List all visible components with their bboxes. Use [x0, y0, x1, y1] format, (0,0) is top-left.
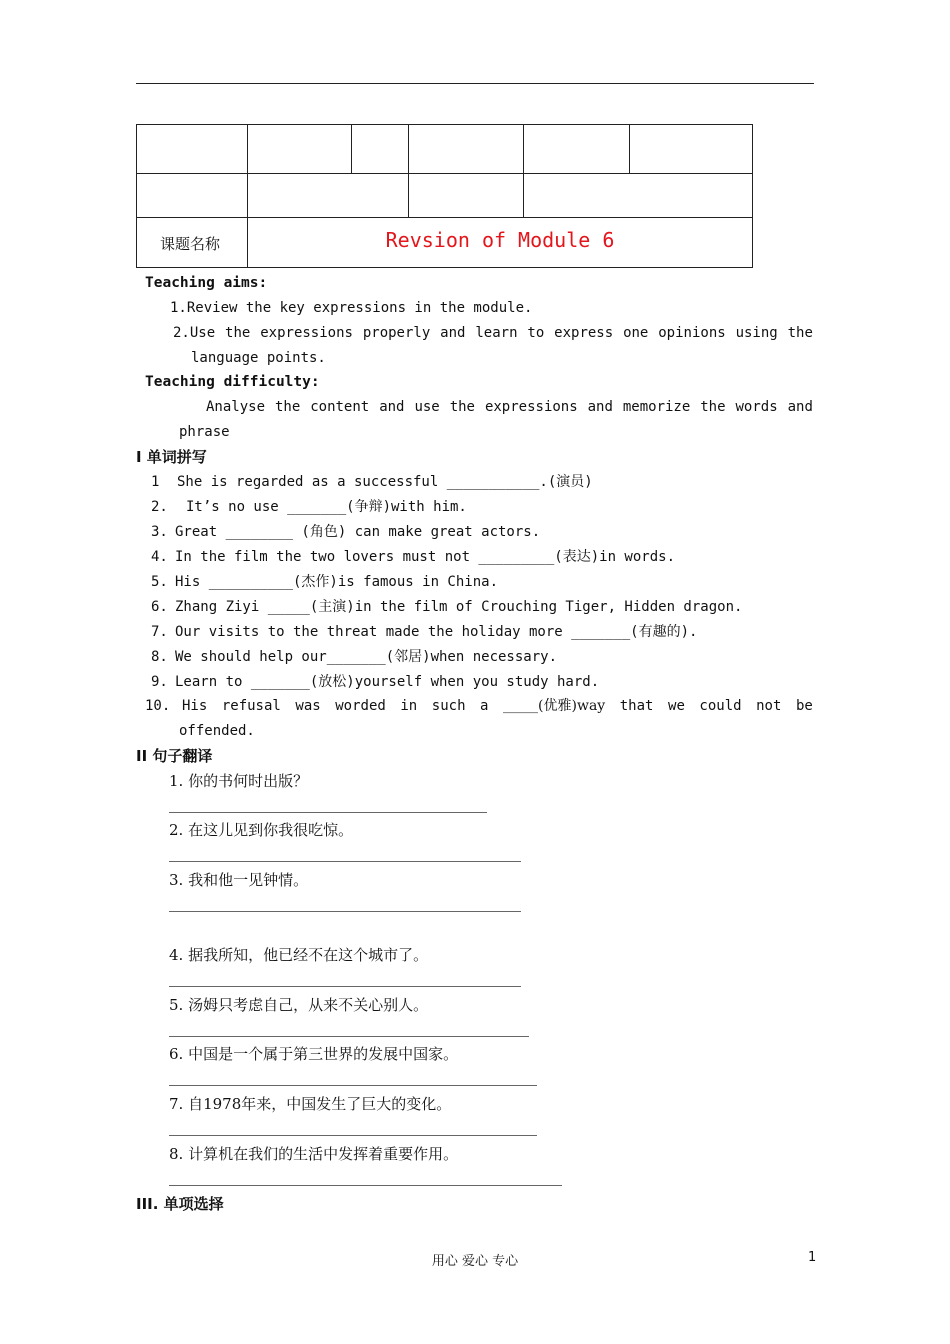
word: the [787, 325, 813, 341]
word: content [310, 399, 370, 415]
spelling-item-10-cont: offended. [179, 723, 255, 739]
spelling-item-num: 10. [145, 698, 171, 714]
answer-line [169, 812, 487, 813]
answer-line [169, 986, 521, 987]
spelling-item: Zhang Ziyi _____(主演)in the film of Crouching Tiger, Hidden dragon. [175, 599, 743, 615]
word: expressions [260, 325, 353, 341]
word: words [735, 399, 778, 415]
translation-item: 8. 计算机在我们的生活中发挥着重要作用。 [169, 1145, 459, 1163]
translation-item: 2. 在这儿见到你我很吃惊。 [169, 821, 354, 839]
word: be [795, 698, 813, 714]
spelling-item: It’s no use _______(争辩)with him. [186, 499, 467, 515]
word: opinions [658, 325, 726, 341]
footer-text: 用心 爱心 专心 [431, 1254, 519, 1269]
section-3-heading: III. 单项选择 [136, 1195, 224, 1213]
difficulty-text-cont: phrase [179, 424, 230, 440]
spelling-item-num: 3. [151, 524, 168, 540]
spelling-item: Learn to _______(放松)yourself when you study hard. [175, 674, 600, 690]
word: using [735, 325, 778, 341]
translation-item: 4. 据我所知，他已经不在这个城市了。 [169, 946, 429, 964]
word: His [182, 698, 208, 714]
word: _____(优雅)way [503, 698, 606, 714]
word: one [623, 325, 649, 341]
translation-item: 7. 自1978年来，中国发生了巨大的变化。 [169, 1095, 452, 1113]
spelling-item-num: 7. [151, 624, 168, 640]
word: properly [362, 325, 431, 341]
section-2-heading: II 句子翻译 [136, 747, 213, 765]
word: to [527, 325, 545, 341]
answer-line [169, 861, 521, 862]
word: 2.Use [173, 325, 216, 341]
difficulty-text [206, 397, 813, 417]
section-1-heading: I 单词拼写 [136, 448, 207, 466]
word: learn [475, 325, 518, 341]
word: the [700, 399, 726, 415]
word: worded [335, 698, 386, 714]
spelling-item: Great ________ (角色) can make great actors. [175, 524, 541, 540]
word: that [619, 698, 654, 714]
lesson-title: Revsion of Module 6 [385, 228, 615, 252]
spelling-item: She is regarded as a successful ___________.(演员) [177, 474, 593, 490]
aims-heading: Teaching aims: [145, 275, 268, 291]
word: the [274, 399, 301, 415]
header-rule [136, 83, 814, 84]
spelling-item-num: 2. [151, 499, 168, 515]
word: the [449, 399, 475, 415]
answer-line [169, 1036, 529, 1037]
answer-line [169, 1185, 562, 1186]
spelling-item-num: 6. [151, 599, 168, 615]
word: use [414, 399, 440, 415]
word: in [400, 698, 418, 714]
topic-label: 课题名称 [160, 235, 221, 253]
page-number: 1 [808, 1250, 817, 1265]
translation-item: 6. 中国是一个属于第三世界的发展中国家。 [169, 1045, 459, 1063]
translation-item: 3. 我和他一见钟情。 [169, 871, 309, 889]
aims-item-1: 1.Review the key expressions in the module. [170, 300, 533, 316]
word: such [431, 698, 466, 714]
spelling-item: We should help our_______(邻居)when necessary. [175, 649, 558, 665]
word: was [295, 698, 321, 714]
aims-item-2-cont: language points. [191, 350, 326, 366]
word: memorize [622, 399, 691, 415]
word: and [787, 399, 813, 415]
word: could [699, 698, 742, 714]
word: a [480, 698, 489, 714]
word: Analyse [206, 399, 266, 415]
word: and [379, 399, 405, 415]
word: and [440, 325, 466, 341]
answer-line [169, 1085, 537, 1086]
spelling-item-num: 1 [151, 474, 160, 490]
spelling-item: His __________(杰作)is famous in China. [175, 574, 499, 590]
spelling-item-10 [182, 696, 813, 716]
spelling-item-num: 8. [151, 649, 168, 665]
word: we [668, 698, 685, 714]
word: the [225, 325, 251, 341]
word: not [756, 698, 782, 714]
translation-item: 5. 汤姆只考虑自己，从来不关心别人。 [169, 996, 429, 1014]
spelling-item: Our visits to the threat made the holiday more _______(有趣的). [175, 624, 698, 640]
difficulty-heading: Teaching difficulty: [145, 374, 320, 390]
spelling-item: In the film the two lovers must not _________(表达)in words. [175, 549, 676, 565]
word: expressions [484, 399, 578, 415]
aims-item-2 [173, 323, 813, 343]
answer-line [169, 1135, 537, 1136]
spelling-item-num: 5. [151, 574, 168, 590]
word: refusal [221, 698, 281, 714]
word: and [587, 399, 613, 415]
answer-line [169, 911, 521, 912]
translation-item: 1. 你的书何时出版？ [169, 772, 309, 790]
spelling-item-num: 9. [151, 674, 168, 690]
word: express [554, 325, 614, 341]
spelling-item-num: 4. [151, 549, 168, 565]
